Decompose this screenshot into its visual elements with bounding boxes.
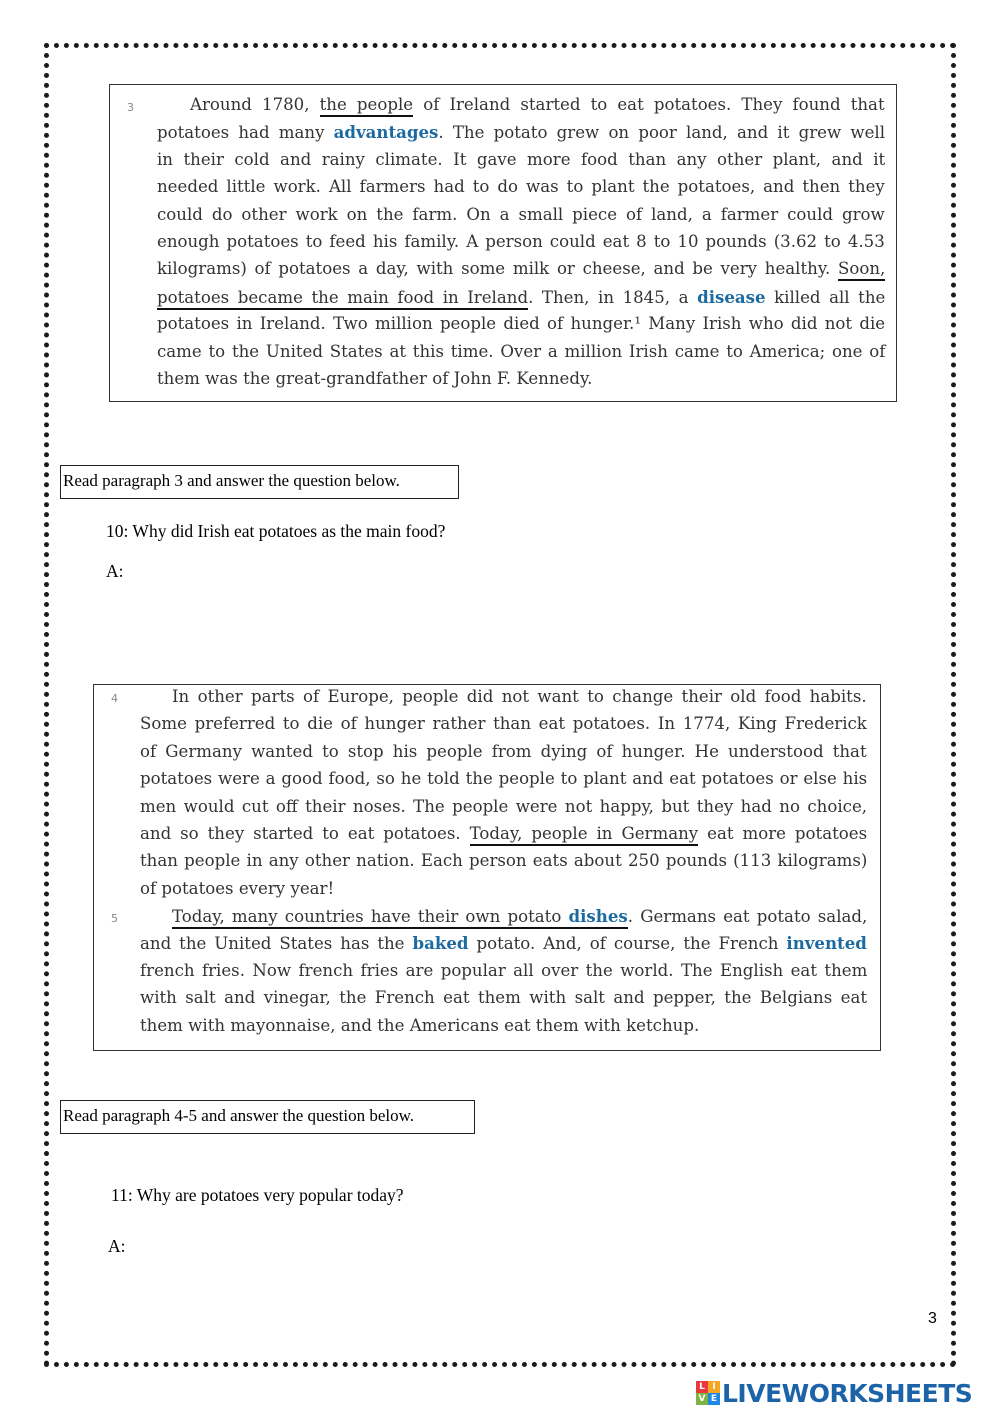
- passage-line: [157, 342, 885, 362]
- brand-name: LIVEWORKSHEETS: [722, 1378, 973, 1408]
- passage-line: [140, 961, 867, 981]
- keyword: baked: [412, 933, 469, 954]
- passage-line: [140, 769, 867, 789]
- passage-line: [157, 232, 885, 252]
- text-segment: with salt and vinegar, the French eat them with salt and pepper, the Belgians eat: [140, 988, 868, 1008]
- page-number: 3: [928, 1310, 937, 1327]
- passage-line: [140, 879, 334, 899]
- instruction-paragraph-3: Read paragraph 3 and answer the question below.: [60, 465, 459, 499]
- text-segment: . The potato grew on poor land, and it grew well: [438, 123, 886, 143]
- answer-label-10: A:: [106, 561, 124, 581]
- text-segment: potatoes had many: [157, 123, 334, 143]
- text-segment: of Ireland started to eat potatoes. They found that: [413, 95, 885, 114]
- text-segment: needed little work. All farmers had to do was to plant the potatoes, and then they: [157, 177, 885, 197]
- text-segment: . Germans eat potato salad,: [627, 907, 868, 926]
- passage-line: [140, 1016, 699, 1036]
- passage-line: [140, 742, 867, 762]
- passage-line: [157, 259, 885, 279]
- passage-line: [157, 287, 885, 308]
- passage-line: [157, 150, 885, 170]
- text-segment: came to the United States at this time. Over a million Irish came to America; one of: [157, 341, 886, 361]
- underlined-text: potatoes became the main food in Ireland: [157, 288, 528, 310]
- text-segment: enough potatoes to feed his family. A person could eat 8 to 10 pounds (3.62 to 4.53: [157, 232, 885, 251]
- paragraph-number: 5: [111, 912, 118, 925]
- text-segment: than people in any other nation. Each person eats about 250 pounds (113 kilograms): [140, 851, 868, 871]
- passage-line: [140, 988, 867, 1008]
- keyword: disease: [697, 286, 766, 307]
- text-segment: potato. And, of course, the French: [468, 934, 787, 954]
- underlined-text: Soon,: [838, 259, 885, 281]
- underlined-text: the people: [320, 95, 413, 117]
- text-segment: Around 1780,: [190, 95, 320, 114]
- text-segment: in their cold and rainy climate. It gave more food than any other plant, and it: [157, 149, 886, 169]
- text-segment: eat more potatoes: [698, 824, 868, 843]
- text-segment: . Then, in 1845, a: [528, 287, 698, 307]
- question-10: 10: Why did Irish eat potatoes as the main food?: [106, 521, 446, 541]
- passage-line: [157, 369, 592, 389]
- passage-box-paragraph-3: [109, 84, 897, 402]
- logo-tile: E: [708, 1393, 720, 1405]
- text-segment: killed all the: [765, 287, 886, 307]
- passage-line: [190, 95, 885, 115]
- text-segment: potatoes were a good food, so he told the people to plant and eat potatoes or else his: [140, 769, 868, 789]
- text-segment: potatoes in Ireland. Two million people died of hunger.¹ Many Irish who did not die: [157, 314, 886, 334]
- question-11: 11: Why are potatoes very popular today?: [111, 1185, 404, 1205]
- passage-line: [172, 906, 867, 927]
- keyword: advantages: [333, 122, 439, 143]
- paragraph-number: 4: [111, 692, 118, 705]
- text-segment: of Germany wanted to stop his people from dying of hunger. He understood that: [140, 741, 867, 761]
- text-segment: men would cut off their noses. The people were not happy, but they had no choice,: [140, 796, 868, 816]
- text-segment: them was the great-grandfather of John F. Kennedy.: [157, 369, 593, 388]
- passage-line: [140, 797, 867, 817]
- text-segment: them with mayonnaise, and the Americans eat them with ketchup.: [140, 1015, 700, 1035]
- paragraph-number: 3: [127, 101, 134, 114]
- text-segment: french fries. Now french fries are popular all over the world. The English eat them: [140, 960, 868, 980]
- text-segment: Some preferred to die of hunger rather than eat potatoes. In 1774, King Frederick: [140, 714, 867, 734]
- answer-label-11: A:: [108, 1236, 126, 1256]
- passage-line: [140, 714, 867, 734]
- logo-tile: I: [708, 1381, 720, 1393]
- text-segment: could do other work on the farm. On a small piece of land, a farmer could grow: [157, 204, 885, 224]
- instruction-paragraphs-4-5: Read paragraph 4-5 and answer the question below.: [60, 1100, 475, 1134]
- passage-line: [157, 177, 885, 197]
- logo-tile: L: [696, 1381, 708, 1393]
- passage-line: [157, 205, 885, 225]
- passage-line: [172, 687, 867, 707]
- passage-line: [140, 851, 867, 871]
- passage-line: [140, 824, 867, 844]
- text-segment: and so they started to eat potatoes.: [140, 824, 470, 843]
- underlined-text: Today, people in Germany: [470, 824, 699, 846]
- passage-line: [157, 314, 885, 334]
- underlined-keyword: dishes: [569, 906, 628, 929]
- text-segment: In other parts of Europe, people did not want to change their old food habits.: [172, 687, 867, 706]
- text-segment: and the United States has the: [140, 934, 413, 954]
- liveworksheets-logo-icon: [696, 1381, 720, 1405]
- logo-tile: V: [696, 1393, 708, 1405]
- keyword: invented: [786, 933, 867, 954]
- text-segment: of potatoes every year!: [140, 878, 335, 898]
- passage-line: [140, 933, 867, 954]
- passage-line: [157, 122, 885, 143]
- underlined-text: Today, many countries have their own potato: [172, 907, 569, 929]
- text-segment: kilograms) of potatoes a day, with some milk or cheese, and be very healthy.: [157, 259, 838, 279]
- liveworksheets-logo: [696, 1378, 972, 1408]
- passage-box-paragraphs-4-5: [93, 684, 881, 1051]
